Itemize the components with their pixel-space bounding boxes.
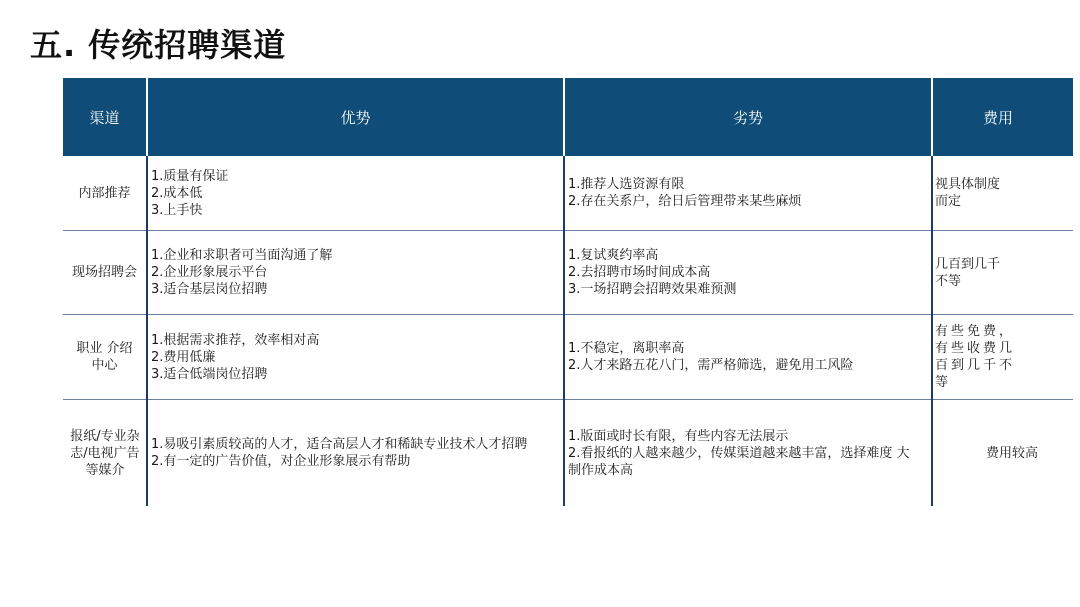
- disadvantage-item: 3.一场招聘会招聘效果难预测: [568, 282, 737, 297]
- advantage-item: 2.费用低廉: [151, 349, 216, 365]
- advantage-item: 1.根据需求推荐，效率相对高: [151, 332, 320, 348]
- channel-text: 职业 介绍中心: [76, 341, 133, 373]
- disadvantage-item: 2.看报纸的人越来越少，传媒渠道越来越丰富，选择难度 大: [568, 445, 910, 461]
- disadvantages-cell: [564, 156, 932, 231]
- header-cost: 费用: [932, 78, 1073, 156]
- recruitment-channels-table: [63, 78, 1073, 506]
- cost-text: 几百到几千不等: [935, 256, 1001, 289]
- advantage-item: 3.上手快: [151, 202, 203, 218]
- header-advantages: 优势: [147, 78, 564, 156]
- advantage-item: 3.适合低端岗位招聘: [151, 366, 268, 382]
- disadvantages-cell: [564, 400, 932, 507]
- advantage-item: 2.成本低: [151, 185, 203, 201]
- disadvantages-cell: [564, 315, 932, 400]
- advantages-cell: [147, 231, 564, 315]
- cost-cell: [932, 315, 1073, 400]
- disadvantage-item: 1.复试爽约率高: [568, 248, 659, 263]
- channel-text: 报纸/专业杂志/电视广告等媒介: [70, 428, 140, 478]
- advantage-item: 3.适合基层岗位招聘: [151, 282, 268, 297]
- disadvantage-item: 1.推荐人选资源有限: [568, 177, 685, 192]
- table-row: [63, 400, 1073, 507]
- channel-cell: 现场招聘会: [63, 231, 147, 315]
- header-channel: 渠道: [63, 78, 147, 156]
- table-row: [63, 231, 1073, 315]
- advantage-item: 1.易吸引素质较高的人才，适合高层人才和稀缺专业技术人才招聘: [151, 437, 528, 452]
- advantages-cell: [147, 315, 564, 400]
- advantage-item: 2.有一定的广告价值，对企业形象展示有帮助: [151, 454, 411, 469]
- disadvantage-item: 2.去招聘市场时间成本高: [568, 265, 711, 280]
- channel-cell: [63, 315, 147, 400]
- advantage-item: 2.企业形象展示平台: [151, 265, 268, 280]
- cost-cell: [932, 400, 1073, 507]
- cost-text: 费用较高: [985, 445, 1038, 461]
- cost-cell: [932, 231, 1073, 315]
- advantages-cell: [147, 400, 564, 507]
- table-header-row: [63, 78, 1073, 156]
- disadvantage-item: 制作成本高: [568, 462, 634, 478]
- channel-cell: 内部推荐: [63, 156, 147, 231]
- table-row: [63, 315, 1073, 400]
- disadvantage-item: 1.不稳定，离职率高: [568, 341, 685, 356]
- disadvantages-cell: [564, 231, 932, 315]
- table-row: [63, 156, 1073, 231]
- disadvantage-item: 2.存在关系户，给日后管理带来某些麻烦: [568, 194, 802, 209]
- header-disadvantages: 劣势: [564, 78, 932, 156]
- advantages-cell: [147, 156, 564, 231]
- disadvantage-item: 1.版面或时长有限，有些内容无法展示: [568, 428, 789, 444]
- channel-cell: [63, 400, 147, 507]
- advantage-item: 1.质量有保证: [151, 168, 229, 184]
- disadvantage-item: 2.人才来路五花八门，需严格筛选，避免用工风险: [568, 358, 854, 373]
- advantage-item: 1.企业和求职者可当面沟通了解: [151, 248, 333, 263]
- cost-cell: [932, 156, 1073, 231]
- page-title: 五. 传统招聘渠道: [30, 26, 287, 64]
- recruitment-channels-table-container: [63, 78, 1038, 508]
- cost-text: 有些免费，有些收费几百到几千不等: [935, 324, 1016, 390]
- cost-text: 视具体制度而定: [935, 177, 1001, 209]
